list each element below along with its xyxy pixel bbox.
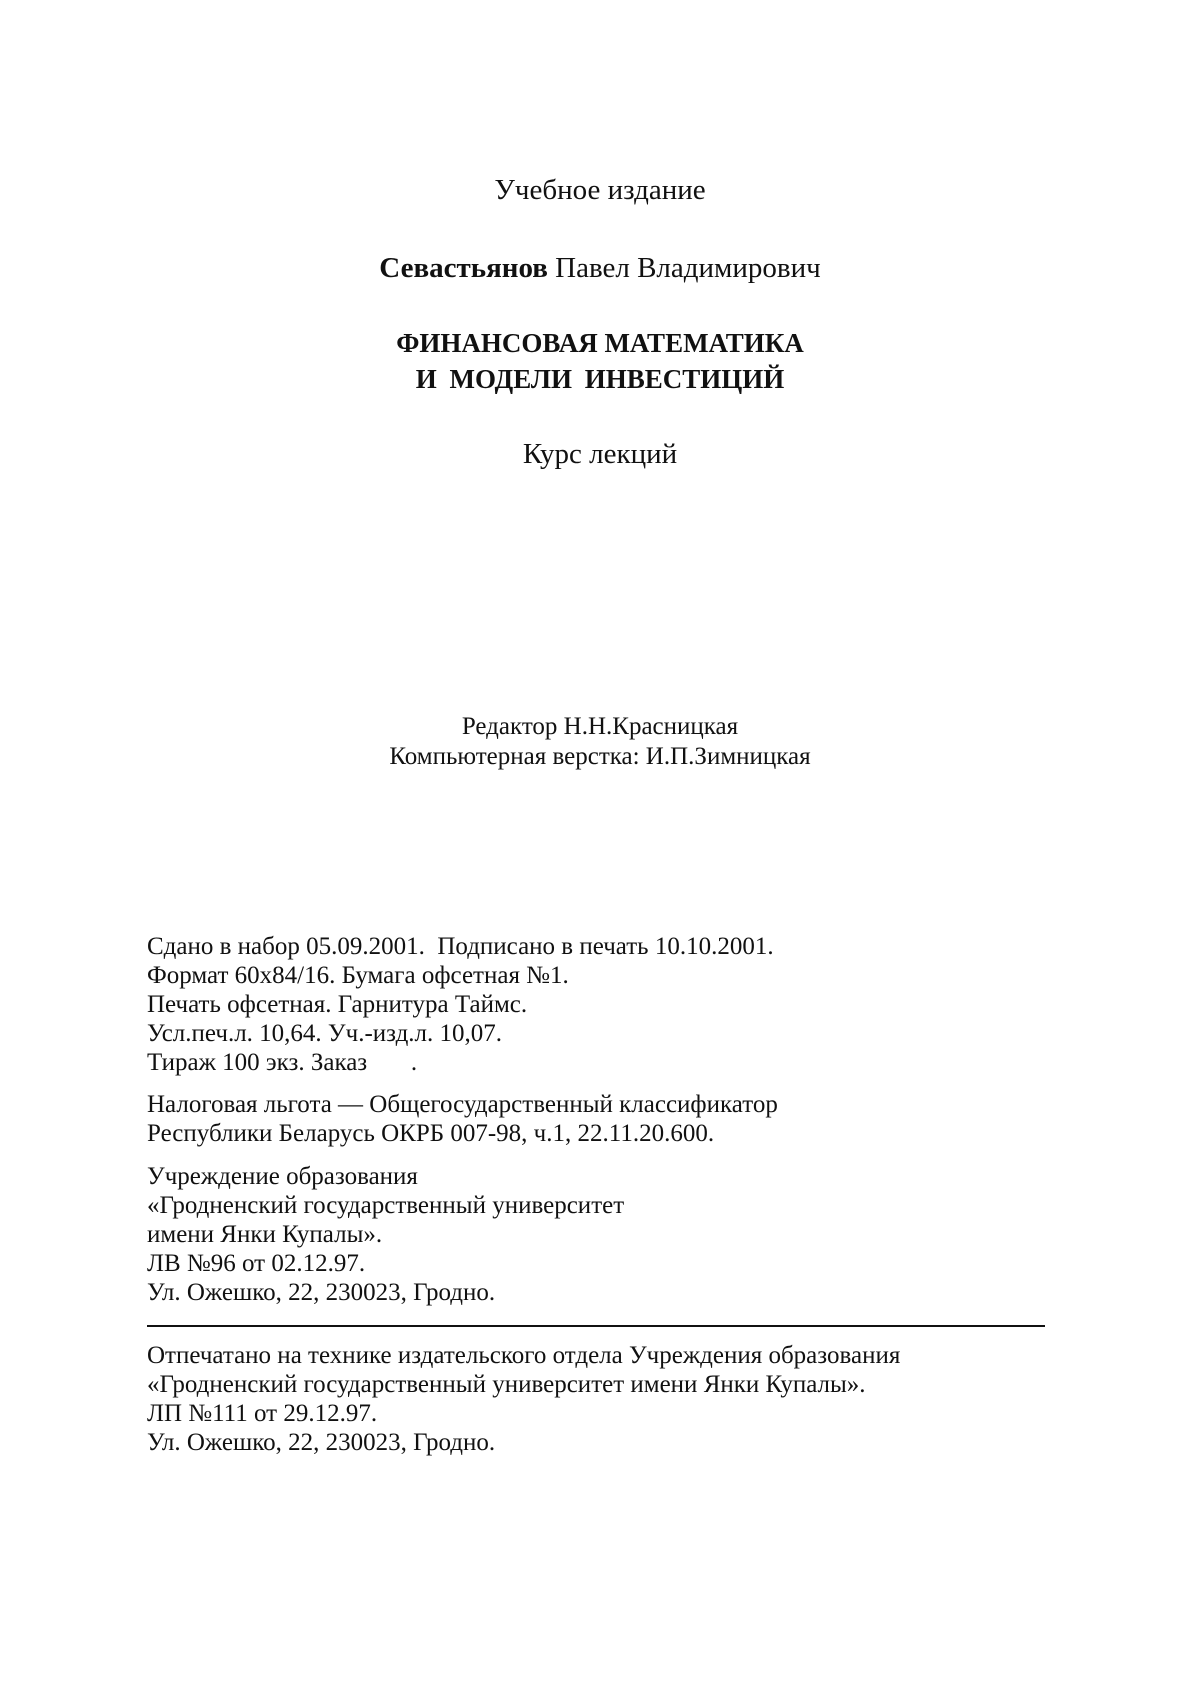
tax-info-block [147,1090,1067,1148]
book-title-line-1: ФИНАНСОВАЯ МАТЕМАТИКА [396,328,804,358]
print-info-line: Печать офсетная. Гарнитура Таймс. [147,991,528,1018]
institution-block [147,1162,1067,1307]
print-info-line: Усл.печ.л. 10,64. Уч.-изд.л. 10,07. [147,1020,503,1047]
publication-type: Учебное издание [494,174,706,206]
printed-by-line: Ул. Ожешко, 22, 230023, Гродно. [147,1429,496,1456]
author-given-names: Павел Владимирович [555,252,821,284]
tax-info-line: Республики Беларусь ОКРБ 007-98, ч.1, 22.11.20.600. [147,1120,715,1147]
institution-line: Ул. Ожешко, 22, 230023, Гродно. [147,1279,496,1306]
print-info-line: Тираж 100 экз. Заказ . [147,1049,418,1076]
printed-by-line: «Гродненский государственный университет имени Янки Купалы». [147,1371,866,1398]
book-title [0,325,1200,397]
printed-by-block [147,1341,1067,1457]
print-info-line: Формат 60х84/16. Бумага офсетная №1. [147,962,569,989]
author-surname: Севастьянов [379,252,548,284]
layout-credit: Компьютерная верстка: И.П.Зимницкая [389,743,811,770]
book-title-line-2: И МОДЕЛИ ИНВЕСТИЦИЙ [415,364,785,394]
institution-line: ЛВ №96 от 02.12.97. [147,1250,366,1277]
author-name [0,250,1200,286]
institution-line: «Гродненский государственный университет [147,1192,625,1219]
print-info-line: Сдано в набор 05.09.2001. Подписано в печать 10.10.2001. [147,933,774,960]
institution-line: Учреждение образования [147,1163,418,1190]
editor-credit: Редактор Н.Н.Красницкая [461,713,739,740]
credits [0,712,1200,772]
institution-line: имени Янки Купалы». [147,1221,383,1248]
printed-by-line: ЛП №111 от 29.12.97. [147,1400,378,1427]
print-info-block [147,932,1067,1077]
book-subtitle: Курс лекций [522,438,678,470]
tax-info-line: Налоговая льгота — Общегосударственный классификатор [147,1091,778,1118]
printed-by-line: Отпечатано на технике издательского отдела Учреждения образования [147,1342,901,1369]
horizontal-divider [147,1325,1045,1327]
